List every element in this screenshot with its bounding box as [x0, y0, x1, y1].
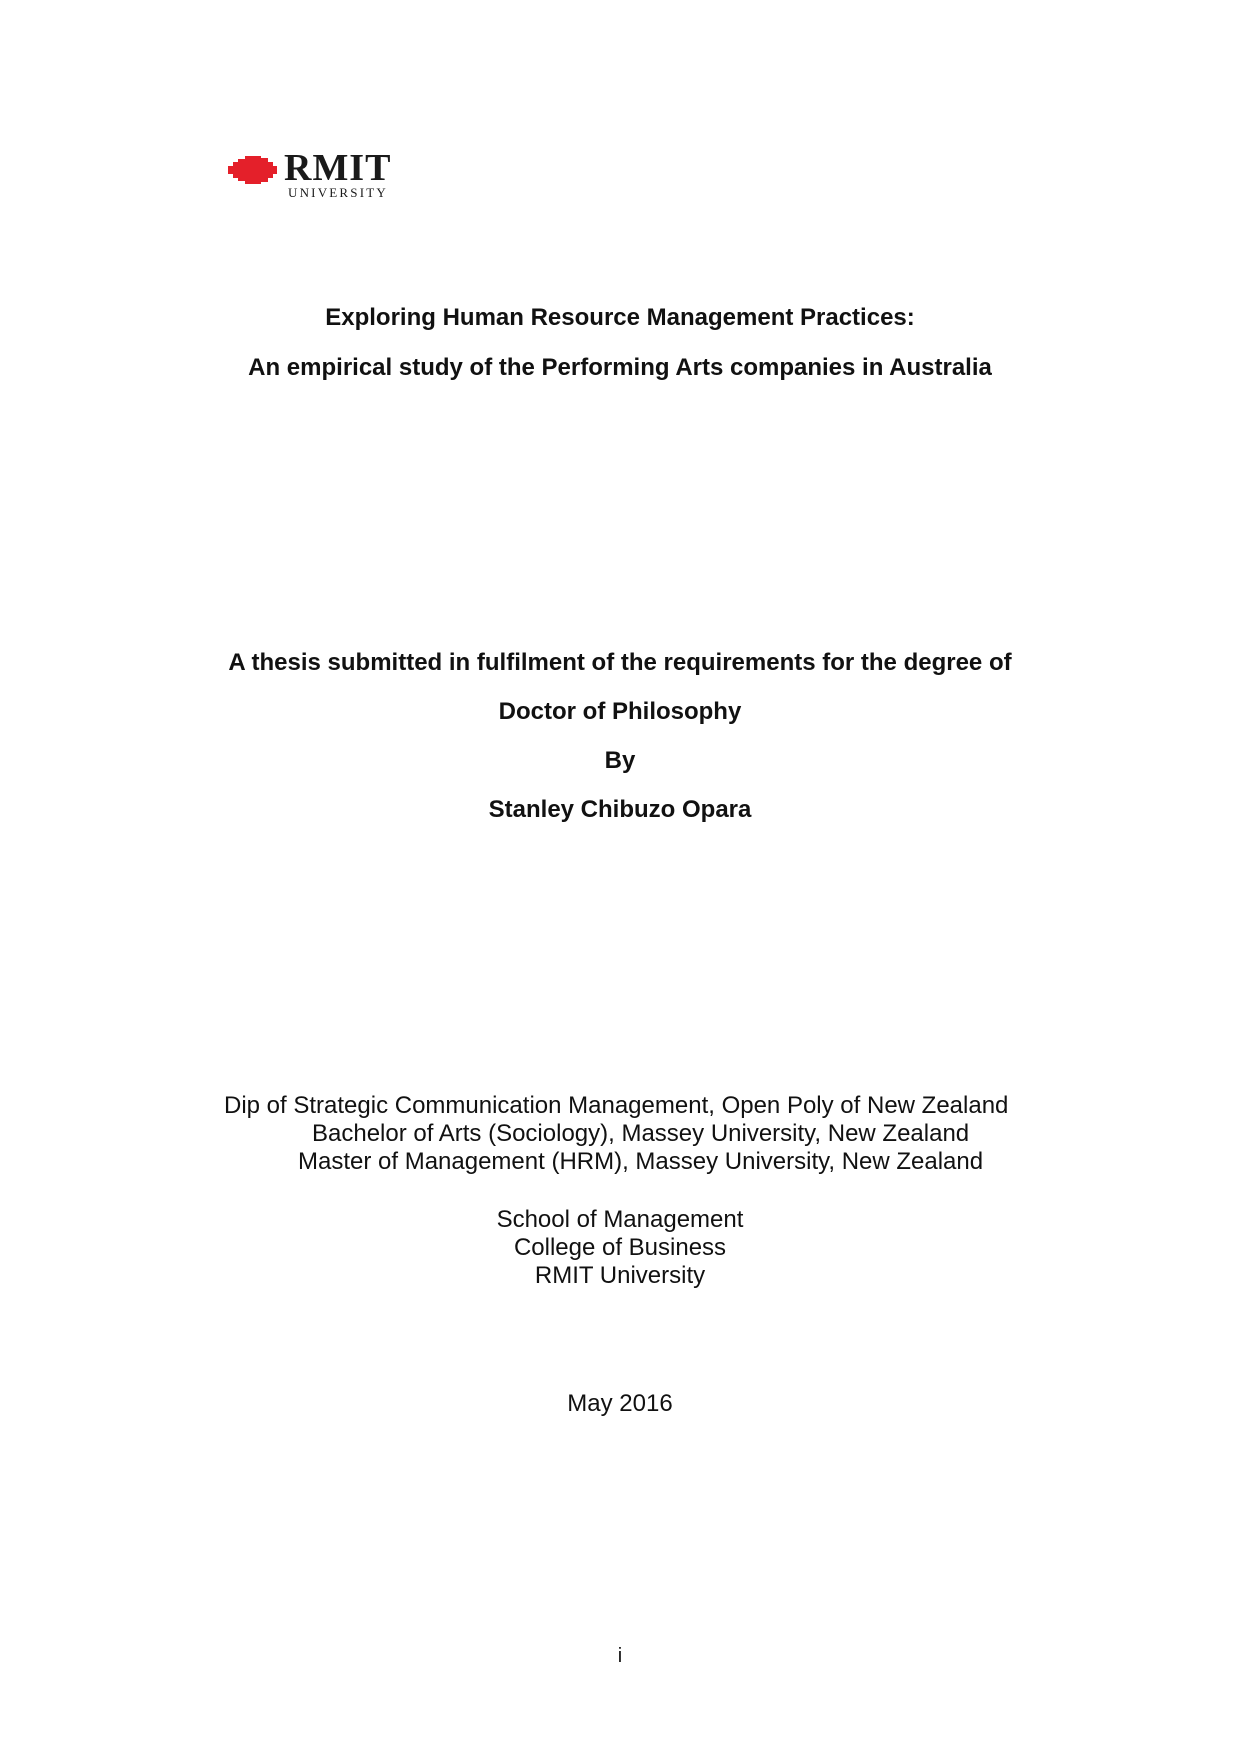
thesis-title-line-2: An empirical study of the Performing Arts companies in Australia: [248, 354, 992, 381]
by-label: By: [604, 747, 636, 774]
college-name: College of Business: [513, 1234, 727, 1261]
submission-statement: A thesis submitted in fulfilment of the requirements for the degree of: [228, 649, 1012, 676]
rmit-pixel-mark-icon: [228, 156, 280, 184]
logo-wordmark: RMIT: [284, 147, 392, 189]
logo-mark-block: [238, 159, 246, 181]
qualification-3: Master of Management (HRM), Massey University, New Zealand: [298, 1148, 984, 1175]
logo-subtext: UNIVERSITY: [288, 185, 388, 200]
logo-mark-block: [272, 166, 277, 174]
university-name: RMIT University: [534, 1262, 706, 1289]
school-name: School of Management: [496, 1206, 744, 1233]
degree-name: Doctor of Philosophy: [498, 698, 742, 725]
logo-mark-block: [260, 158, 268, 182]
qualification-2: Bachelor of Arts (Sociology), Massey University, New Zealand: [312, 1120, 970, 1147]
page-number: i: [617, 1645, 623, 1667]
logo-mark-block: [245, 156, 261, 184]
author-name: Stanley Chibuzo Opara: [488, 796, 752, 823]
rmit-logo: [228, 148, 428, 204]
submission-date: May 2016: [567, 1390, 673, 1417]
thesis-title-line-1: Exploring Human Resource Management Practices:: [325, 304, 915, 331]
qualification-1: Dip of Strategic Communication Management, Open Poly of New Zealand: [224, 1092, 1009, 1119]
